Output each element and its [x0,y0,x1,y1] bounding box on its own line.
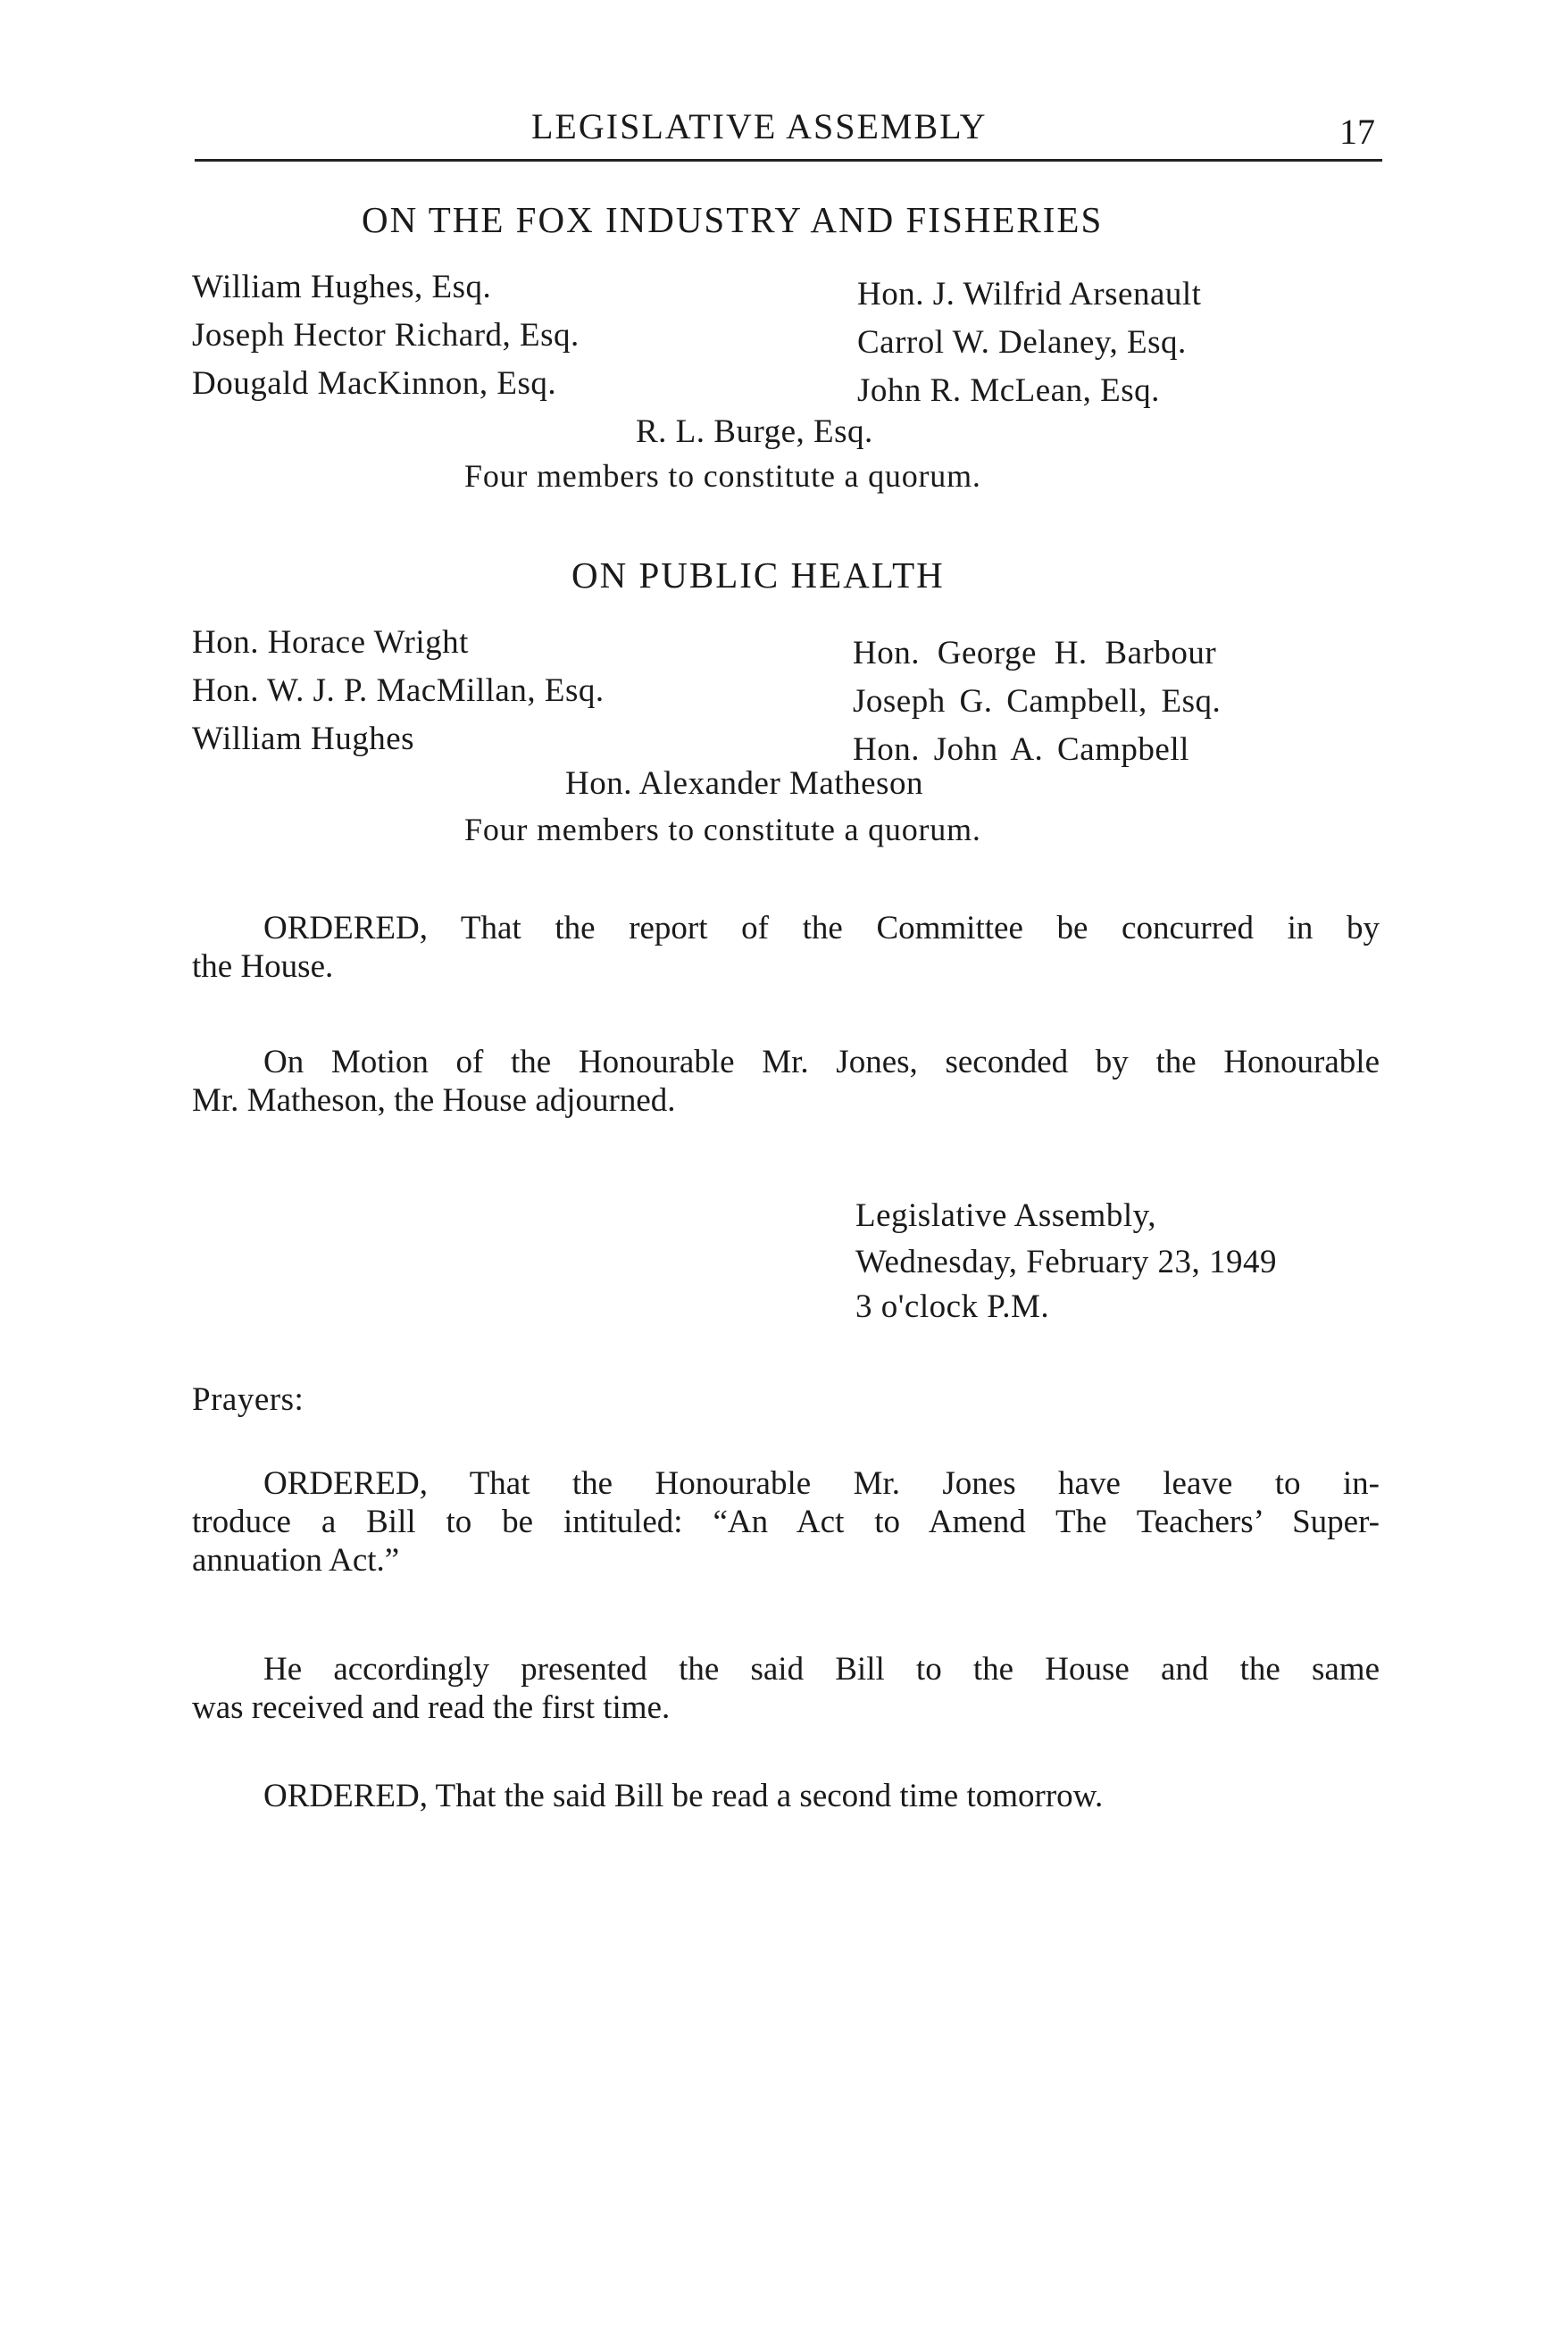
bill-presented-paragraph [192,1650,1380,1727]
paragraph-line: was received and read the first time. [192,1689,671,1726]
paragraph-line: ORDERED, That the Honourable Mr. Jones have leave to in- [263,1465,1380,1502]
member-name: Hon. George H. Barbour [853,635,1217,671]
member-name: William Hughes [192,721,415,757]
page-number: 17 [1339,112,1375,152]
paragraph-line: He accordingly presented the said Bill to the House and the same [263,1651,1380,1688]
sitting-place: Legislative Assembly, [855,1197,1156,1234]
member-name: Joseph G. Campbell, Esq. [853,683,1222,720]
committee-heading-fox: ON THE FOX INDUSTRY AND FISHERIES [362,199,1104,240]
paragraph-line: ORDERED, That the report of the Committee be concurred in by [263,910,1380,946]
member-name: Joseph Hector Richard, Esq. [192,317,580,354]
quorum-note: Four members to constitute a quorum. [464,812,981,847]
quorum-note: Four members to constitute a quorum. [464,458,981,494]
paragraph-line: troduce a Bill to be intituled: “An Act to Amend The Teachers’ Super- [192,1504,1380,1540]
ordered-report-paragraph [192,909,1380,986]
prayers-label: Prayers: [192,1381,304,1418]
paragraph-line: On Motion of the Honourable Mr. Jones, seconded by the Honourable [263,1044,1380,1080]
committee-heading-health: ON PUBLIC HEALTH [571,554,945,596]
member-name: Carrol W. Delaney, Esq. [857,324,1187,361]
sitting-time: 3 o'clock P.M. [855,1288,1050,1325]
paragraph-line: Mr. Matheson, the House adjourned. [192,1082,676,1119]
running-head: LEGISLATIVE ASSEMBLY [531,106,988,146]
ordered-leave-paragraph [192,1464,1380,1580]
paragraph-line: the House. [192,948,334,985]
paragraph-line: ORDERED, That the said Bill be read a second time tomorrow. [263,1778,1104,1814]
member-name: Hon. John A. Campbell [853,731,1189,768]
ordered-second-reading-paragraph [192,1777,1380,1815]
paragraph-line: annuation Act.” [192,1542,400,1579]
member-name: Hon. W. J. P. MacMillan, Esq. [192,672,605,709]
member-name: Dougald MacKinnon, Esq. [192,365,557,402]
member-name: John R. McLean, Esq. [857,372,1160,409]
member-name-centered: Hon. Alexander Matheson [565,765,923,802]
member-name: Hon. Horace Wright [192,624,469,661]
member-name: William Hughes, Esq. [192,269,492,305]
sitting-date: Wednesday, February 23, 1949 [855,1244,1278,1280]
member-name: Hon. J. Wilfrid Arsenault [857,276,1202,313]
header-rule [195,159,1382,162]
adjournment-paragraph [192,1043,1380,1120]
member-name-centered: R. L. Burge, Esq. [636,413,873,450]
